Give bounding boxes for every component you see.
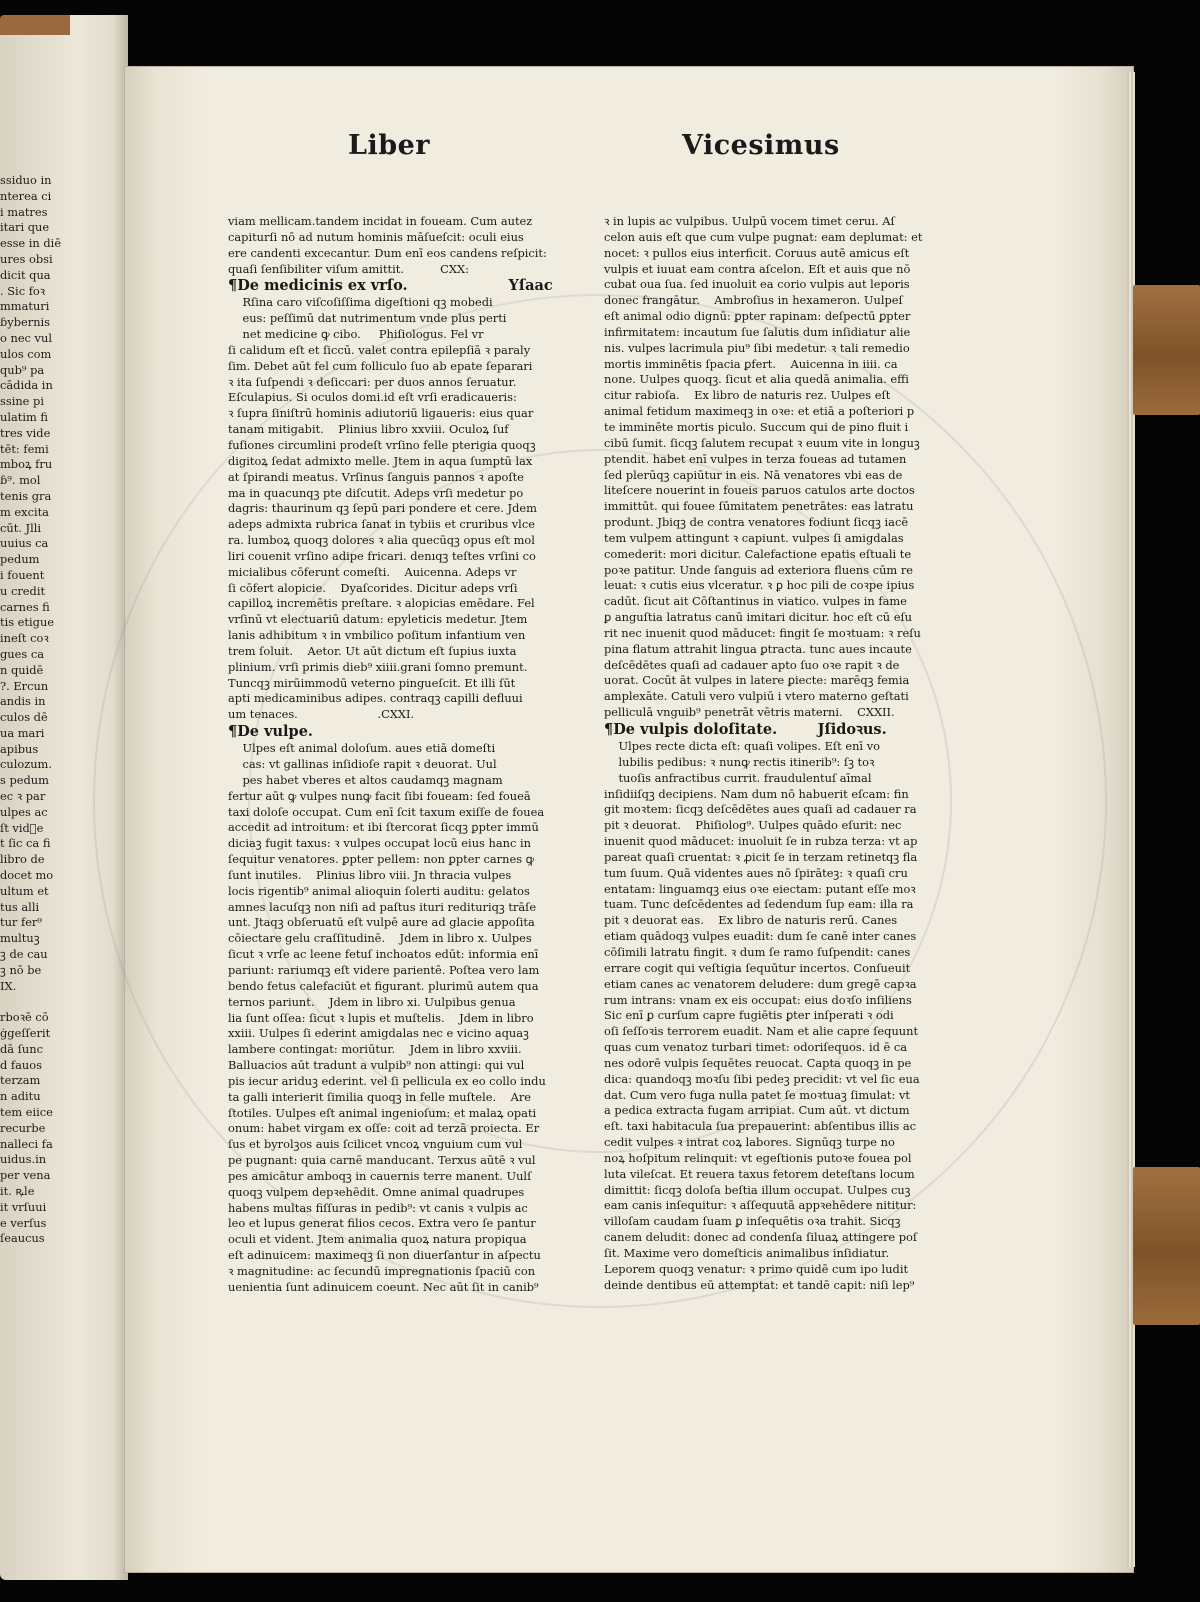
text-line: ¶De medicinis ex vrſo. Yſaac xyxy=(228,277,553,295)
text-line: comederit: mori dicitur. Calefactione epatis eſtuali te xyxy=(604,546,912,561)
text-line: quaſi ſenſibiliter viſum amittit. CXX: xyxy=(228,261,469,276)
fragment-line: esse in diē xyxy=(0,236,62,251)
text-line: infirmitatem: incautum ſue ſalutis dum inſidiatur alie xyxy=(604,324,911,339)
text-line: ſi cōfert alopicie. Dyaſcorides. Dicitur adeps vrſi xyxy=(228,580,518,595)
text-line: liri couenit vrſino adipe fricari. denıqꝫ teſtes vrſini co xyxy=(228,548,536,563)
fragment-line xyxy=(0,994,74,1010)
text-line: ¶De vulpis doloſitate. Jſidoꝛus. xyxy=(604,721,887,738)
fragment-line: terzam xyxy=(0,1073,41,1088)
text-line: plinium. vrſi primis dieb⁹ xiiii.grani ſomno premunt. xyxy=(228,659,528,674)
text-line: uenientia ſunt adinuicem coeunt. Nec aūt ſit in canib⁹ xyxy=(228,1279,539,1294)
fragment-line: pedum xyxy=(0,552,40,567)
text-line: vulpis et iuuat eam contra aſcelon. Eſt et auis que nō xyxy=(604,261,911,276)
text-line: pes amicātur amboqꝫ in cauernis terre manent. Uulſ xyxy=(228,1168,532,1183)
fragment-line: m excita xyxy=(0,504,49,519)
text-line: adeps admixta rubrica ſanat in tybiis et cruribus vlce xyxy=(228,517,535,532)
text-line: tanam mitigabit. Plinius libro xxviii. Oculoꝝ ſuf xyxy=(228,422,509,437)
text-line: xxiii. Uulpes ſi ederint amigdalas nec e vicino aquaꝫ xyxy=(228,1026,529,1041)
fragment-line: gues ca xyxy=(0,646,45,661)
text-line: Eſculapius. Si oculos domi.id eſt vrſi eradicaueris: xyxy=(228,390,517,405)
fragment-line: ſt vidᷝe xyxy=(0,820,44,835)
text-line: pis iecur ariduꝫ ederint. vel ſi pellicula ex eo collo indu xyxy=(228,1073,546,1088)
fragment-line: recurbe xyxy=(0,1120,46,1135)
fragment-line: dā ſunc xyxy=(0,1041,43,1056)
text-line: deinde dentibus eū attemptat: et tandē capit: niſi lep⁹ xyxy=(604,1277,915,1292)
text-line: vrſinū vt electuariū datum: epyleticis medetur. Jtem xyxy=(228,612,528,627)
text-line: ꝛ ita ſuſpendi ꝛ deſiccari: per duos annos ſeruatur. xyxy=(228,374,517,389)
leather-clasp-upper xyxy=(1133,285,1200,415)
text-line: cedit vulpes ꝛ intrat coꝝ labores. Signūqꝫ turpe no xyxy=(604,1135,895,1150)
fragment-line: culos dē xyxy=(0,710,48,725)
fragment-line: ?. Ercun xyxy=(0,678,49,693)
fragment-line: tis etigue xyxy=(0,615,55,630)
text-line: nocet: ꝛ pullos eius interficit. Coruus autē amicus eſt xyxy=(604,245,910,260)
text-line: cadūt. ſicut ait Cōſtantinus in viatico. vulpes in fame xyxy=(604,594,907,609)
text-line: citur rabioſa. Ex libro de naturis rez. Uulpes eſt xyxy=(604,388,891,403)
text-line: cōiectare gelu craſſitudinē. Jdem in libro x. Uulpes xyxy=(228,931,532,946)
text-line: ſunt inutiles. Plinius libro viii. Jn thracia vulpes xyxy=(228,867,512,882)
fragment-line: dicit qua xyxy=(0,267,51,282)
text-line: trem ſoluit. Aetor. Ut aūt dictum eſt ſupius iuxta xyxy=(228,643,517,658)
text-line: fuſiones circumlini prodeſt vrſino felle pterigia quoqꝫ xyxy=(228,437,536,452)
text-line: pes habet vberes et altos caudamqꝫ magnam xyxy=(228,772,503,787)
text-line: bendo fetus calefaciūt et figurant. plurimū autem qua xyxy=(228,978,539,993)
fragment-line: carnes fi xyxy=(0,599,50,614)
fragment-line: mmaturi xyxy=(0,299,50,314)
fragment-line: docet mo xyxy=(0,868,54,883)
text-line: viam mellicam.tandem incidat in foueam. Cum autez xyxy=(228,214,533,228)
text-line: ſequitur venatores. ꝑpter pellem: non ꝑpter carnes ꝙ xyxy=(228,852,535,867)
fragment-line: d fauos xyxy=(0,1057,42,1072)
text-line: pareat quaſi cruentat: ꝛ ꝓicit ſe in terzam retinetqꝫ fla xyxy=(604,849,918,864)
fragment-line: tēt: femi xyxy=(0,441,49,456)
fragment-line: ures obsi xyxy=(0,251,53,266)
text-line: luta vileſcat. Et reuera taxus fetorem deteſtans locum xyxy=(604,1166,915,1181)
text-line: deſcēdētes quaſi ad cadauer apto ſuo oꝛe rapit ꝛ de xyxy=(604,657,900,672)
text-line: ta galli interierit ſimilia quoqꝫ in felle muſtele. Are xyxy=(228,1089,532,1104)
fragment-line: e verſus xyxy=(0,1215,47,1230)
text-line: pelliculā vnguib⁹ penetrāt vētris materni. CXXII. xyxy=(604,705,895,720)
text-line: Ulpes eſt animal doloſum. aues etiā domeſti xyxy=(228,741,496,756)
text-line: Tuncqꝫ mirūimmodū veterno pingueſcit. Et illi ſūt xyxy=(228,675,516,690)
fragment-line: uuius ca xyxy=(0,536,49,551)
text-line: cibū ſumit. ſicqꝫ ſalutem recupat ꝛ euum vite in longuꝫ xyxy=(604,435,920,450)
text-line: lubilis pedibus: ꝛ nunꝙ rectis itinerib⁹: ſꝫ toꝛ xyxy=(604,754,875,769)
text-line: entatam: linguamqꝫ eius oꝛe eiectam: putant eſſe moꝛ xyxy=(604,881,916,896)
fragment-line: tem eiice xyxy=(0,1105,53,1120)
text-line: quas cum venatoz turbari timet: odoriſequos. id ē ca xyxy=(604,1040,908,1055)
fragment-line: uidus.in xyxy=(0,1152,47,1167)
text-line: ſim. Debet aūt fel cum folliculo ſuo ab epate ſeparari xyxy=(228,358,533,373)
fragment-line: itari que xyxy=(0,220,50,235)
text-line: pit ꝛ deuorat. Phiſiolog⁹. Uulpes quādo eſurit: nec xyxy=(604,818,902,833)
fragment-line: culozum. xyxy=(0,757,52,772)
text-line: rit nec inuenit quod māducet: fingit ſe moꝛtuam: ꝛ reſu xyxy=(604,625,921,640)
text-line: ptendit. habet enī vulpes in terza foueas ad tutamen xyxy=(604,451,907,466)
text-line: tuam. Tunc deſcēdentes ad ſedendum ſup eam: illa ra xyxy=(604,897,914,912)
text-line: produnt. Jbiqꝫ de contra venatores fodiunt ſicqꝫ iacē xyxy=(604,515,909,530)
text-line: te imminēte mortis piculo. Succum qui de pino fluit i xyxy=(604,419,909,434)
running-head-left: Liber xyxy=(348,130,431,161)
text-line: amnes lacuſqꝫ non niſi ad paſtus ituri redituriqꝫ trāſe xyxy=(228,899,537,914)
text-line: um tenaces. .CXXI. xyxy=(228,707,415,722)
text-line: capiturſi nō ad nutum hominis māſueſcit: oculi eius xyxy=(228,229,524,244)
text-line: celon auis eſt que cum vulpe pugnat: eam deplumat: et xyxy=(604,229,923,244)
fragment-line: qub⁹ pa xyxy=(0,362,45,377)
text-line: ſed plerūqꝫ capiūtur in eis. Nā venatores vbi eas de xyxy=(604,467,903,482)
text-line: apti medicaminibus adipes. contraqꝫ capilli defluui xyxy=(228,691,523,706)
text-line: ſtotiles. Uulpes eſt animal ingenioſum: et malaꝝ opati xyxy=(228,1105,537,1120)
fragment-line: tus alli xyxy=(0,899,40,914)
fragment-line: ssine pi xyxy=(0,394,44,409)
fragment-line: ſeaucus xyxy=(0,1231,45,1246)
fragment-line: n aditu xyxy=(0,1089,41,1104)
fragment-line: tenis gra xyxy=(0,488,52,503)
fragment-line: it vrſuui xyxy=(0,1199,47,1214)
fragment-line: u credit xyxy=(0,583,46,598)
fragment-line: nalleci fa xyxy=(0,1136,53,1151)
fragment-line: ꝫ de cau xyxy=(0,947,48,962)
text-line: pe pugnant: quia carnē manducant. Terxus aūtē ꝛ vul xyxy=(228,1153,536,1168)
text-line: immittūt. qui fouee ſūmitatem penetrātes: eas latratu xyxy=(604,499,914,514)
text-line: git moꝛtem: ſicqꝫ deſcēdētes aues quaſi ad cadauer ra xyxy=(604,802,917,817)
text-column-right xyxy=(604,214,928,1294)
fragment-line: cūt. Jlli xyxy=(0,520,42,535)
running-head-right: Vicesimus xyxy=(682,130,840,161)
text-line: eſt adinuicem: maximeqꝫ ſi non diuerſantur in aſpectu xyxy=(228,1248,541,1263)
text-line: animal fetidum maximeqꝫ in oꝛe: et etiā a poſteriori p xyxy=(604,404,915,419)
text-line: onum: habet virgam ex oſſe: coit ad terzā proiecta. Er xyxy=(228,1121,540,1136)
left-page-text-fragment xyxy=(0,173,74,1247)
text-line: ſicut ꝛ vrſe ac leene fetuſ inchoatos edūt: informia enī xyxy=(228,947,539,962)
fragment-line: ua mari xyxy=(0,725,45,740)
fragment-line: ulpes ac xyxy=(0,804,48,819)
text-line: Leporem quoqꝫ venatur: ꝛ primo quidē cum ipo ludit xyxy=(604,1261,909,1276)
text-line: eam canis inſequitur: ꝛ aſſequutā appꝛehēdere nititur: xyxy=(604,1198,917,1213)
text-line: etiam quādoqꝫ vulpes euadit: dum ſe canē inter canes xyxy=(604,929,917,944)
text-line: Ulpes recte dicta eſt: quaſi volipes. Eſt enī vo xyxy=(604,739,880,753)
text-line: Sic enī ꝑ curſum capre fugiētis ꝑter inſperati ꝛ odi xyxy=(604,1008,894,1023)
text-line: donec frangātur. Ambroſius in hexameron. Uulpeſ xyxy=(604,293,903,308)
text-line: net medicine ꝙ cibo. Phiſiologus. Fel vr xyxy=(228,327,484,342)
text-line: oculi et vident. Jtem animalia quoꝝ natura propiqua xyxy=(228,1232,527,1247)
text-line: lanis adhibitum ꝛ in vmbilico poſitum infantium ven xyxy=(228,628,526,643)
fragment-line: it. ꝶle xyxy=(0,1184,35,1198)
text-line: ra. lumboꝝ quoqꝫ dolores ꝛ alia quecūqꝫ opus eſt mol xyxy=(228,533,535,548)
fragment-line: libro de xyxy=(0,852,45,867)
fragment-line: ssiduo in xyxy=(0,173,52,187)
text-line: mortis imminētis ſpacia ꝑfert. Auicenna in iiii. ca xyxy=(604,356,898,371)
fragment-line: ɓybernis xyxy=(0,315,51,330)
text-line: capilloꝝ incremētis preſtare. ꝛ alopicias emēdare. Fel xyxy=(228,596,535,611)
text-line: inſidiiſqꝫ decipiens. Nam dum nō habuerit eſcam: fin xyxy=(604,786,909,801)
text-line: dat. Cum vero fuga nulla patet ſe moꝛtuaꝫ ſimulat: vt xyxy=(604,1087,910,1102)
text-line: nes odorē vulpis ſequētes reuocat. Capta quoqꝫ in pe xyxy=(604,1055,912,1070)
text-line: ſi calidum eſt et ſiccū. valet contra epilepſiā ꝛ paraly xyxy=(228,342,531,357)
text-line: uorat. Cocūt āt vulpes in latere ꝑiecte: marēqꝫ femia xyxy=(604,673,910,688)
text-line: leuat: ꝛ cutis eius vlceratur. ꝛ ꝑ hoc pili de coꝛpe ipius xyxy=(604,578,915,593)
text-line: tem vulpem attingunt ꝛ capiunt. vulpes ſi amigdalas xyxy=(604,530,904,545)
fragment-line: t ſic ca fi xyxy=(0,836,51,851)
text-line: pit ꝛ deuorat eas. Ex libro de naturis rerū. Canes xyxy=(604,913,898,928)
text-line: ma in quacunqꝫ pte diſcutit. Adeps vrſi medetur po xyxy=(228,485,524,500)
text-line: none. Uulpes quoqꝫ. ſicut et alia quedā animalia. effi xyxy=(604,372,909,387)
text-line: eus: peſſimū dat nutrimentum vnde plus perti xyxy=(228,311,507,326)
fragment-line: andis in xyxy=(0,694,46,709)
text-line: liteſcere nouerint in foueis paruos catulos arte doctos xyxy=(604,483,915,498)
text-line: nis. vulpes lacrimula piu⁹ ſibi medetur. ꝛ tali remedio xyxy=(604,340,910,355)
text-line: canem deludit: donec ad condenſa ſiluaꝝ attingere poſ xyxy=(604,1230,918,1245)
text-line: habens multas fiſſuras in pedib⁹: vt canis ꝛ vulpis ac xyxy=(228,1200,528,1215)
leather-clasp-lower xyxy=(1133,1167,1200,1325)
text-line: errare cogit qui veſtigia ſequūtur incertos. Conſueuit xyxy=(604,960,911,975)
binding-leather-corner xyxy=(0,15,70,35)
fragment-line: ec ꝛ par xyxy=(0,789,46,804)
text-line: accedit ad introitum: et ibi ſtercorat ſicqꝫ ꝑpter immū xyxy=(228,820,539,835)
text-line: ternos pariunt. Jdem in libro xi. Uulpibus genua xyxy=(228,994,516,1009)
text-line: tuoſis anfractibus currit. fraudulentuſ aīmal xyxy=(604,770,872,785)
text-line: cōſimili latratu fingit. ꝛ dum ſe ramo ſuſpendit: canes xyxy=(604,944,911,959)
text-line: rum intrans: vnam ex eis occupat: eius doꝛſo inſiliens xyxy=(604,992,912,1007)
text-line: inuenit quod māducet: inuoluit ſe in rubza terza: vt ap xyxy=(604,834,918,849)
text-line: fertur aūt ꝙ vulpes nunꝙ facit ſibi foueam: ſed foueā xyxy=(228,788,531,803)
fragment-line: tres vide xyxy=(0,425,51,440)
text-line: pariunt: rariumqꝫ eſt videre parientē. Poſtea vero lam xyxy=(228,962,540,977)
fragment-line: ġgeſſerit xyxy=(0,1026,51,1041)
text-line: amplexāte. Catuli vero vulpiū i vtero materno geſtati xyxy=(604,689,909,704)
text-line: dagris: thaurinum qꝫ ſepū pari pondere et cere. Jdem xyxy=(228,501,537,516)
text-line: eſt. taxi habitacula ſua prepauerint: abſentibus illis ac xyxy=(604,1119,916,1134)
text-line: etiam canes ac venatorem deludere: dum gregē capꝛa xyxy=(604,976,917,991)
text-line: lia ſunt oſſea: ſicut ꝛ lupis et muſtelis. Jdem in libro xyxy=(228,1010,534,1025)
text-line: at ſpirandi meatus. Vrſinus ſanguis pannos ꝛ apoſte xyxy=(228,469,524,484)
text-line: villoſam caudam ſuam ꝑ inſequētis oꝛa trahit. Sicqꝫ xyxy=(604,1214,901,1229)
fragment-line: ultum et xyxy=(0,883,49,898)
text-line: noꝝ hoſpitum relinquit: vt egeſtionis putoꝛe fouea pol xyxy=(604,1150,912,1165)
text-line: Balluacios aūt tradunt a vulpib⁹ non attingi: qui vul xyxy=(228,1058,525,1073)
text-line: ſus et byrolꝫos auis ſcilicet vncoꝝ vnguium cum vul xyxy=(228,1137,523,1152)
text-line: tum ſuum. Quā videntes aues nō ſpirāteꝫ: ꝛ quaſi cru xyxy=(604,865,908,880)
text-line: locis rigentib⁹ animal alioquin ſolerti auditu: gelatos xyxy=(228,883,530,898)
fragment-line: ulatim fi xyxy=(0,409,49,424)
text-line: poꝛe patitur. Unde ſanguis ad exteriora fluens cūm re xyxy=(604,562,914,577)
text-line: ꝛ ſupra ſiniſtrū hominis adiutoriū ligaueris: eius quar xyxy=(228,406,534,421)
fragment-line: rboꝛē cō xyxy=(0,1010,49,1025)
text-line: taxi doloſe occupat. Cum enī ſcit taxum exiſſe de fouea xyxy=(228,804,545,819)
text-line: Rſina caro viſcoſiſſima digeſtioni qꝫ mobedi xyxy=(228,295,493,310)
text-column-left xyxy=(228,214,554,1296)
text-line: oſi ſeſſoꝛis terrorem euadit. Nam et alie capre ſequunt xyxy=(604,1024,919,1039)
text-line: quoqꝫ vulpem depꝛehēdit. Omne animal quadrupes xyxy=(228,1184,525,1199)
fragment-line: multuꝫ xyxy=(0,931,40,946)
text-line: diciaꝫ fugit taxus: ꝛ vulpes occupat locū eius hanc in xyxy=(228,836,531,851)
text-line: lambere contingat: moriūtur. Jdem in libro xxviii. xyxy=(228,1042,522,1057)
text-line: ere candenti excecantur. Dum enī eos candens reſpicit: xyxy=(228,245,547,260)
fragment-line: per vena xyxy=(0,1168,51,1183)
text-line: ꝛ in lupis ac vulpibus. Uulpū vocem timet ceruı. Aſ xyxy=(604,214,895,228)
fragment-line: ꝫ nō be xyxy=(0,962,42,977)
text-line: a pedica extracta fugam arripiat. Cum aūt. vt dictum xyxy=(604,1103,910,1118)
fragment-line: s pedum xyxy=(0,773,49,788)
text-line: pina flatum attrahit lingua ꝑtracta. tunc aues incaute xyxy=(604,641,912,656)
text-line: ꝛ magnitudine: ac ſecundū impregnationis ſpaciū con xyxy=(228,1264,536,1278)
fragment-line: . Sic foꝛ xyxy=(0,283,46,298)
text-line: cas: vt gallinas inſidioſe rapit ꝛ deuorat. Uul xyxy=(228,757,497,771)
text-line: digitoꝝ ſedat admixto melle. Jtem in aqua ſumptū lax xyxy=(228,453,533,468)
fragment-line: tur fer⁹ xyxy=(0,915,42,930)
fragment-line: i matres xyxy=(0,204,48,219)
fragment-line: ɓ⁹. mol xyxy=(0,473,41,488)
fragment-line: cādida in xyxy=(0,378,53,393)
text-line: dimittit: ſicqꝫ doloſa beſtia illum occupat. Uulpes cuꝫ xyxy=(604,1182,911,1197)
text-line: eſt animal odio dignū: ꝑpter rapinam: deſpectū ꝑpter xyxy=(604,309,911,324)
fragment-line: nterea ci xyxy=(0,188,52,203)
text-line: cubat oua ſua. ſed inuoluit ea corio vulpis aut leporis xyxy=(604,277,910,292)
fragment-line: i fouent xyxy=(0,567,45,582)
text-line: ¶De vulpe. xyxy=(228,723,313,741)
fragment-line: IX. xyxy=(0,978,17,993)
text-line: leo et lupus generat filios cecos. Extra vero ſe pantur xyxy=(228,1216,536,1231)
text-line: ꝑ anguſtia latratus canū imitari dicitur. hoc eſt cū eſu xyxy=(604,610,912,625)
text-line: unt. Jtaqꝫ obſeruatū eſt vulpē aure ad glacie appoſita xyxy=(228,915,535,930)
text-line: micialibus cōferunt comeſti. Auicenna. Adeps vr xyxy=(228,564,517,579)
fragment-line: ulos com xyxy=(0,346,52,361)
text-line: ſit. Maxime vero domeſticis animalibus inſidiatur. xyxy=(604,1246,890,1260)
fragment-line: o nec vul xyxy=(0,330,52,345)
fragment-line: apibus xyxy=(0,741,39,756)
fragment-line: ineſt coꝛ xyxy=(0,631,49,646)
fragment-line: mboꝝ fru xyxy=(0,457,53,472)
fragment-line: n quidē xyxy=(0,662,44,677)
text-line: dica: quandoqꝫ moꝛſu ſibi pedeꝫ precidit: vt vel ſic eua xyxy=(604,1071,920,1086)
